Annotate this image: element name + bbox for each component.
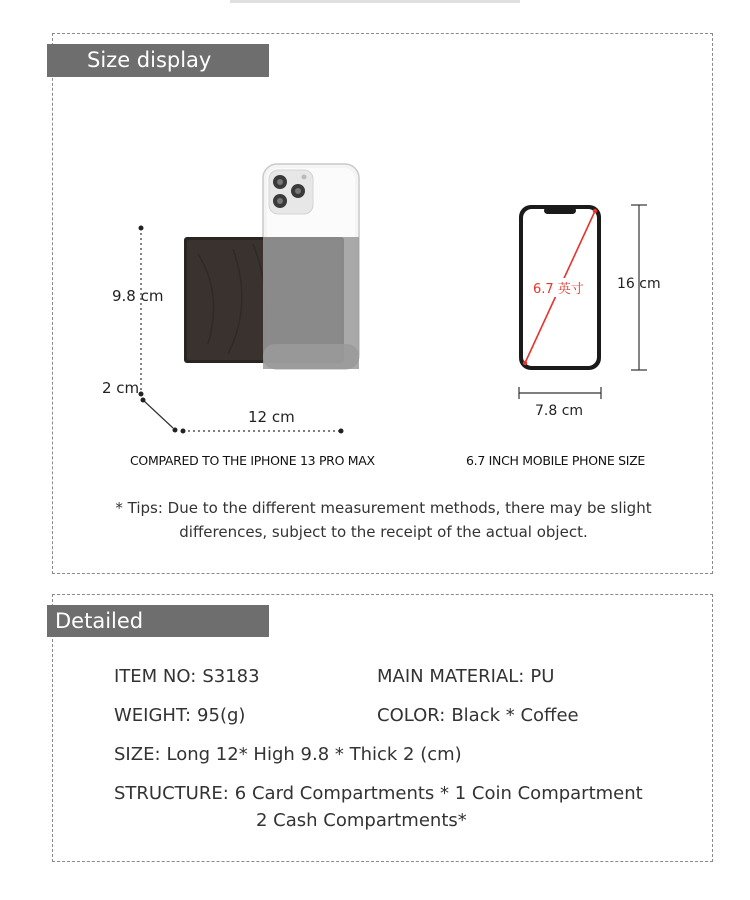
structure-line-1: 6 Card Compartments * 1 Coin Compartment <box>234 783 643 804</box>
caption-compare-iphone: COMPARED TO THE IPHONE 13 PRO MAX <box>130 453 375 468</box>
tips-line-1: * Tips: Due to the different measurement methods, there may be slight <box>115 499 652 517</box>
detailed-parameters-panel <box>52 594 713 862</box>
phone-width-label: 7.8 cm <box>535 403 584 419</box>
color-row <box>377 705 579 726</box>
item-no-label: ITEM NO: <box>114 666 197 687</box>
weight-row <box>114 705 245 726</box>
item-no-value: S3183 <box>202 666 260 687</box>
color-label: COLOR: <box>377 705 446 726</box>
size-display-title: Size display <box>47 44 269 77</box>
material-row <box>377 666 554 687</box>
weight-value: 95(g) <box>197 705 246 726</box>
phone-size-illustration <box>513 199 673 429</box>
tips-line-2: differences, subject to the receipt of the actual object. <box>179 523 588 541</box>
phone-height-label: 16 cm <box>617 276 661 292</box>
wallet-length-label: 12 cm <box>248 408 295 426</box>
caption-phone-size: 6.7 INCH MOBILE PHONE SIZE <box>466 453 645 468</box>
color-value: Black * Coffee <box>451 705 579 726</box>
size-label: SIZE: <box>114 744 161 765</box>
wallet-image <box>184 237 359 369</box>
tips-note <box>53 496 714 544</box>
weight-label: WEIGHT: <box>114 705 192 726</box>
size-value: Long 12* High 9.8 * Thick 2 (cm) <box>166 744 462 765</box>
size-row <box>114 744 462 765</box>
structure-label: STRUCTURE: <box>114 783 229 804</box>
structure-line-2: 2 Cash Compartments* <box>256 810 467 831</box>
detailed-parameters-title: Detailed parameters <box>47 605 269 637</box>
wallet-thickness-label: 2 cm <box>102 379 140 397</box>
phone-diagonal-label: 6.7 英寸 <box>531 278 586 297</box>
top-divider <box>230 0 520 3</box>
material-label: MAIN MATERIAL: <box>377 666 525 687</box>
size-display-panel <box>52 33 713 574</box>
item-no-row <box>114 666 260 687</box>
material-value: PU <box>530 666 555 687</box>
structure-row <box>114 783 643 804</box>
wallet-height-label: 9.8 cm <box>112 287 164 305</box>
